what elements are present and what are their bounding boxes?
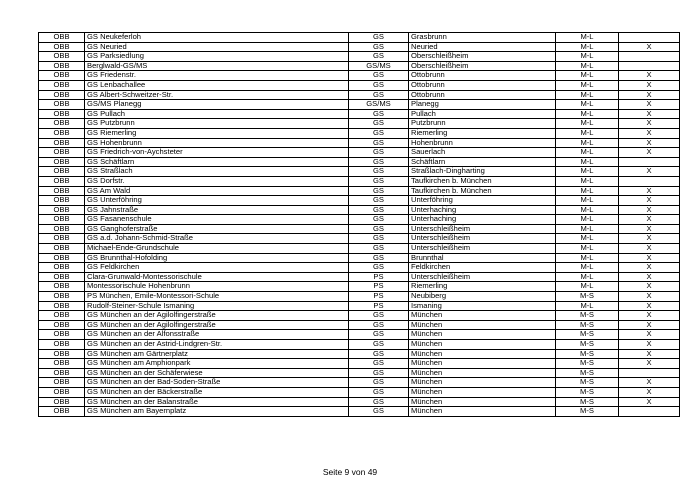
- table-row: [39, 378, 680, 388]
- mark-cell: X: [619, 148, 680, 158]
- school-name-cell: GS München am Gärtnerplatz: [85, 349, 349, 359]
- category-cell: M-S: [556, 292, 619, 302]
- table-row: [39, 224, 680, 234]
- municipality-cell: Neubiberg: [409, 292, 556, 302]
- school-name-cell: GS Albert-Schweitzer-Str.: [85, 90, 349, 100]
- table-row: [39, 311, 680, 321]
- mark-cell: X: [619, 397, 680, 407]
- municipality-cell: Unterschleißheim: [409, 272, 556, 282]
- school-type-cell: PS: [349, 301, 409, 311]
- mark-cell: X: [619, 80, 680, 90]
- region-cell: OBB: [39, 340, 85, 350]
- school-name-cell: GS München an der Schäferwiese: [85, 368, 349, 378]
- mark-cell: X: [619, 224, 680, 234]
- table-row: [39, 320, 680, 330]
- region-cell: OBB: [39, 119, 85, 129]
- region-cell: OBB: [39, 272, 85, 282]
- school-type-cell: GS: [349, 234, 409, 244]
- municipality-cell: Taufkirchen b. München: [409, 176, 556, 186]
- region-cell: OBB: [39, 368, 85, 378]
- school-name-cell: GS Feldkirchen: [85, 263, 349, 273]
- mark-cell: X: [619, 263, 680, 273]
- school-name-cell: GS Lenbachallee: [85, 80, 349, 90]
- mark-cell: [619, 52, 680, 62]
- table-row: [39, 196, 680, 206]
- table-row: [39, 157, 680, 167]
- school-name-cell: GS München an der Alfonsstraße: [85, 330, 349, 340]
- table-row: [39, 128, 680, 138]
- table-row: [39, 292, 680, 302]
- municipality-cell: Riemerling: [409, 282, 556, 292]
- region-cell: OBB: [39, 330, 85, 340]
- region-cell: OBB: [39, 234, 85, 244]
- region-cell: OBB: [39, 378, 85, 388]
- municipality-cell: Ottobrunn: [409, 80, 556, 90]
- category-cell: M-S: [556, 387, 619, 397]
- region-cell: OBB: [39, 167, 85, 177]
- municipality-cell: München: [409, 311, 556, 321]
- mark-cell: X: [619, 387, 680, 397]
- school-type-cell: GS: [349, 196, 409, 206]
- mark-cell: X: [619, 167, 680, 177]
- municipality-cell: München: [409, 397, 556, 407]
- region-cell: OBB: [39, 61, 85, 71]
- table-row: [39, 42, 680, 52]
- mark-cell: [619, 33, 680, 43]
- category-cell: M-S: [556, 368, 619, 378]
- school-type-cell: GS: [349, 340, 409, 350]
- mark-cell: [619, 61, 680, 71]
- municipality-cell: Neuried: [409, 42, 556, 52]
- mark-cell: X: [619, 272, 680, 282]
- municipality-cell: Grasbrunn: [409, 33, 556, 43]
- category-cell: M-S: [556, 349, 619, 359]
- school-type-cell: GS: [349, 320, 409, 330]
- category-cell: M-L: [556, 42, 619, 52]
- school-name-cell: PS München, Emile-Montessori-Schule: [85, 292, 349, 302]
- school-name-cell: GS München an der Bad-Soden-Straße: [85, 378, 349, 388]
- school-name-cell: Rudolf-Steiner-Schule Ismaning: [85, 301, 349, 311]
- category-cell: M-L: [556, 234, 619, 244]
- mark-cell: X: [619, 234, 680, 244]
- municipality-cell: Unterschleißheim: [409, 244, 556, 254]
- school-type-cell: GS: [349, 109, 409, 119]
- region-cell: OBB: [39, 407, 85, 417]
- region-cell: OBB: [39, 349, 85, 359]
- school-name-cell: GS a.d. Johann-Schmid-Straße: [85, 234, 349, 244]
- municipality-cell: München: [409, 349, 556, 359]
- category-cell: M-L: [556, 128, 619, 138]
- school-type-cell: GS: [349, 138, 409, 148]
- region-cell: OBB: [39, 33, 85, 43]
- table-row: [39, 205, 680, 215]
- school-name-cell: GS/MS Planegg: [85, 100, 349, 110]
- table-row: [39, 176, 680, 186]
- table-row: [39, 263, 680, 273]
- mark-cell: X: [619, 311, 680, 321]
- school-type-cell: GS: [349, 378, 409, 388]
- category-cell: M-L: [556, 186, 619, 196]
- category-cell: M-S: [556, 340, 619, 350]
- school-type-cell: GS: [349, 52, 409, 62]
- school-name-cell: GS Schäftlarn: [85, 157, 349, 167]
- municipality-cell: Planegg: [409, 100, 556, 110]
- mark-cell: X: [619, 340, 680, 350]
- category-cell: M-L: [556, 80, 619, 90]
- table-row: [39, 186, 680, 196]
- school-type-cell: GS: [349, 119, 409, 129]
- page-footer: Seite 9 von 49: [322, 467, 378, 477]
- table-row: [39, 244, 680, 254]
- municipality-cell: Unterhaching: [409, 215, 556, 225]
- table-row: [39, 71, 680, 81]
- school-type-cell: GS: [349, 349, 409, 359]
- category-cell: M-L: [556, 176, 619, 186]
- category-cell: M-S: [556, 320, 619, 330]
- school-type-cell: GS/MS: [349, 100, 409, 110]
- table-row: [39, 100, 680, 110]
- school-name-cell: GS München am Bayernplatz: [85, 407, 349, 417]
- category-cell: M-L: [556, 167, 619, 177]
- school-name-cell: Michael-Ende-Grundschule: [85, 244, 349, 254]
- municipality-cell: Unterhaching: [409, 205, 556, 215]
- school-name-cell: GS Friedrich-von-Aychsteter: [85, 148, 349, 158]
- table-row: [39, 301, 680, 311]
- municipality-cell: Oberschleißheim: [409, 61, 556, 71]
- region-cell: OBB: [39, 80, 85, 90]
- school-name-cell: GS München an der Bäckerstraße: [85, 387, 349, 397]
- mark-cell: X: [619, 244, 680, 254]
- region-cell: OBB: [39, 205, 85, 215]
- municipality-cell: Brunnthal: [409, 253, 556, 263]
- school-name-cell: GS Am Wald: [85, 186, 349, 196]
- region-cell: OBB: [39, 109, 85, 119]
- region-cell: OBB: [39, 52, 85, 62]
- category-cell: M-L: [556, 301, 619, 311]
- school-type-cell: GS: [349, 205, 409, 215]
- mark-cell: X: [619, 109, 680, 119]
- school-type-cell: GS: [349, 359, 409, 369]
- school-name-cell: GS Riemerling: [85, 128, 349, 138]
- category-cell: M-L: [556, 282, 619, 292]
- school-name-cell: GS Fasanenschule: [85, 215, 349, 225]
- table-row: [39, 349, 680, 359]
- municipality-cell: Feldkirchen: [409, 263, 556, 273]
- region-cell: OBB: [39, 311, 85, 321]
- school-name-cell: GS Ganghoferstraße: [85, 224, 349, 234]
- category-cell: M-L: [556, 138, 619, 148]
- table-row: [39, 387, 680, 397]
- school-name-cell: GS Neukeferloh: [85, 33, 349, 43]
- region-cell: OBB: [39, 176, 85, 186]
- category-cell: M-L: [556, 119, 619, 129]
- region-cell: OBB: [39, 100, 85, 110]
- municipality-cell: Ismaning: [409, 301, 556, 311]
- region-cell: OBB: [39, 128, 85, 138]
- category-cell: M-S: [556, 330, 619, 340]
- mark-cell: X: [619, 320, 680, 330]
- municipality-cell: Oberschleißheim: [409, 52, 556, 62]
- municipality-cell: München: [409, 368, 556, 378]
- school-name-cell: GS Straßlach: [85, 167, 349, 177]
- table-row: [39, 234, 680, 244]
- region-cell: OBB: [39, 138, 85, 148]
- school-name-cell: GS Brunnthal-Hofolding: [85, 253, 349, 263]
- category-cell: M-S: [556, 378, 619, 388]
- table-row: [39, 33, 680, 43]
- mark-cell: [619, 157, 680, 167]
- mark-cell: X: [619, 253, 680, 263]
- region-cell: OBB: [39, 42, 85, 52]
- category-cell: M-S: [556, 311, 619, 321]
- school-type-cell: GS: [349, 397, 409, 407]
- mark-cell: X: [619, 359, 680, 369]
- mark-cell: [619, 176, 680, 186]
- mark-cell: X: [619, 215, 680, 225]
- school-name-cell: Clara-Grunwald-Montessorischule: [85, 272, 349, 282]
- municipality-cell: Unterföhring: [409, 196, 556, 206]
- category-cell: M-L: [556, 263, 619, 273]
- category-cell: M-L: [556, 244, 619, 254]
- mark-cell: X: [619, 90, 680, 100]
- school-table: [38, 32, 680, 417]
- mark-cell: X: [619, 138, 680, 148]
- municipality-cell: München: [409, 378, 556, 388]
- school-type-cell: GS: [349, 176, 409, 186]
- region-cell: OBB: [39, 301, 85, 311]
- table-row: [39, 109, 680, 119]
- region-cell: OBB: [39, 292, 85, 302]
- category-cell: M-L: [556, 90, 619, 100]
- region-cell: OBB: [39, 224, 85, 234]
- mark-cell: X: [619, 205, 680, 215]
- school-name-cell: GS Jahnstraße: [85, 205, 349, 215]
- category-cell: M-L: [556, 52, 619, 62]
- region-cell: OBB: [39, 320, 85, 330]
- municipality-cell: Taufkirchen b. München: [409, 186, 556, 196]
- mark-cell: [619, 368, 680, 378]
- mark-cell: X: [619, 282, 680, 292]
- region-cell: OBB: [39, 359, 85, 369]
- region-cell: OBB: [39, 90, 85, 100]
- category-cell: M-L: [556, 272, 619, 282]
- municipality-cell: Schäftlarn: [409, 157, 556, 167]
- school-name-cell: GS Unterföhring: [85, 196, 349, 206]
- table-row: [39, 272, 680, 282]
- school-name-cell: GS Friedenstr.: [85, 71, 349, 81]
- municipality-cell: Unterschleißheim: [409, 224, 556, 234]
- category-cell: M-S: [556, 397, 619, 407]
- school-type-cell: PS: [349, 292, 409, 302]
- school-type-cell: GS: [349, 71, 409, 81]
- school-type-cell: GS: [349, 253, 409, 263]
- region-cell: OBB: [39, 244, 85, 254]
- category-cell: M-L: [556, 215, 619, 225]
- mark-cell: X: [619, 330, 680, 340]
- school-type-cell: GS: [349, 330, 409, 340]
- school-type-cell: GS: [349, 263, 409, 273]
- category-cell: M-L: [556, 157, 619, 167]
- region-cell: OBB: [39, 387, 85, 397]
- municipality-cell: München: [409, 387, 556, 397]
- school-type-cell: GS/MS: [349, 61, 409, 71]
- category-cell: M-S: [556, 407, 619, 417]
- region-cell: OBB: [39, 263, 85, 273]
- municipality-cell: München: [409, 320, 556, 330]
- school-type-cell: GS: [349, 244, 409, 254]
- mark-cell: X: [619, 42, 680, 52]
- category-cell: M-L: [556, 148, 619, 158]
- table-row: [39, 215, 680, 225]
- region-cell: OBB: [39, 157, 85, 167]
- mark-cell: X: [619, 186, 680, 196]
- municipality-cell: Sauerlach: [409, 148, 556, 158]
- school-name-cell: GS Hohenbrunn: [85, 138, 349, 148]
- school-type-cell: GS: [349, 224, 409, 234]
- school-name-cell: GS Putzbrunn: [85, 119, 349, 129]
- table-row: [39, 148, 680, 158]
- school-name-cell: GS München an der Agilolfingerstraße: [85, 320, 349, 330]
- table-row: [39, 397, 680, 407]
- category-cell: M-L: [556, 205, 619, 215]
- category-cell: M-L: [556, 100, 619, 110]
- school-type-cell: GS: [349, 33, 409, 43]
- municipality-cell: Hohenbrunn: [409, 138, 556, 148]
- school-type-cell: GS: [349, 90, 409, 100]
- region-cell: OBB: [39, 215, 85, 225]
- table-row: [39, 52, 680, 62]
- school-type-cell: GS: [349, 387, 409, 397]
- school-name-cell: Montessorischule Hohenbrunn: [85, 282, 349, 292]
- municipality-cell: München: [409, 407, 556, 417]
- school-type-cell: GS: [349, 128, 409, 138]
- school-type-cell: GS: [349, 186, 409, 196]
- table-row: [39, 359, 680, 369]
- table-row: [39, 138, 680, 148]
- municipality-cell: Riemerling: [409, 128, 556, 138]
- table-row: [39, 368, 680, 378]
- mark-cell: X: [619, 292, 680, 302]
- category-cell: M-L: [556, 109, 619, 119]
- region-cell: OBB: [39, 71, 85, 81]
- school-name-cell: GS München an der Agilolfingerstraße: [85, 311, 349, 321]
- table-row: [39, 407, 680, 417]
- category-cell: M-S: [556, 359, 619, 369]
- mark-cell: X: [619, 119, 680, 129]
- school-type-cell: GS: [349, 311, 409, 321]
- category-cell: M-L: [556, 71, 619, 81]
- school-type-cell: GS: [349, 368, 409, 378]
- region-cell: OBB: [39, 282, 85, 292]
- school-name-cell: Berglwald-GS/MS: [85, 61, 349, 71]
- municipality-cell: Unterschleißheim: [409, 234, 556, 244]
- school-type-cell: PS: [349, 282, 409, 292]
- school-type-cell: GS: [349, 407, 409, 417]
- school-type-cell: GS: [349, 157, 409, 167]
- table-row: [39, 90, 680, 100]
- school-type-cell: GS: [349, 215, 409, 225]
- school-type-cell: GS: [349, 167, 409, 177]
- region-cell: OBB: [39, 397, 85, 407]
- category-cell: M-L: [556, 33, 619, 43]
- mark-cell: X: [619, 378, 680, 388]
- municipality-cell: München: [409, 330, 556, 340]
- region-cell: OBB: [39, 148, 85, 158]
- category-cell: M-L: [556, 253, 619, 263]
- table-row: [39, 253, 680, 263]
- school-name-cell: GS Pullach: [85, 109, 349, 119]
- region-cell: OBB: [39, 186, 85, 196]
- mark-cell: X: [619, 349, 680, 359]
- category-cell: M-L: [556, 196, 619, 206]
- mark-cell: X: [619, 100, 680, 110]
- school-name-cell: GS Parksiedlung: [85, 52, 349, 62]
- municipality-cell: Straßlach-Dingharting: [409, 167, 556, 177]
- school-name-cell: GS München an der Astrid-Lindgren-Str.: [85, 340, 349, 350]
- table-row: [39, 80, 680, 90]
- region-cell: OBB: [39, 253, 85, 263]
- municipality-cell: München: [409, 340, 556, 350]
- table-row: [39, 119, 680, 129]
- table-row: [39, 340, 680, 350]
- table-row: [39, 167, 680, 177]
- school-name-cell: GS München an der Balanstraße: [85, 397, 349, 407]
- table-row: [39, 282, 680, 292]
- category-cell: M-L: [556, 224, 619, 234]
- school-table-body: [39, 33, 680, 417]
- municipality-cell: München: [409, 359, 556, 369]
- school-type-cell: PS: [349, 272, 409, 282]
- table-row: [39, 330, 680, 340]
- school-name-cell: GS Dorfstr.: [85, 176, 349, 186]
- municipality-cell: Putzbrunn: [409, 119, 556, 129]
- school-name-cell: GS München am Amphionpark: [85, 359, 349, 369]
- municipality-cell: Pullach: [409, 109, 556, 119]
- category-cell: M-L: [556, 61, 619, 71]
- school-name-cell: GS Neuried: [85, 42, 349, 52]
- mark-cell: [619, 407, 680, 417]
- municipality-cell: Ottobrunn: [409, 71, 556, 81]
- mark-cell: X: [619, 71, 680, 81]
- mark-cell: X: [619, 196, 680, 206]
- mark-cell: X: [619, 128, 680, 138]
- school-type-cell: GS: [349, 42, 409, 52]
- school-type-cell: GS: [349, 80, 409, 90]
- region-cell: OBB: [39, 196, 85, 206]
- table-row: [39, 61, 680, 71]
- mark-cell: X: [619, 301, 680, 311]
- municipality-cell: Ottobrunn: [409, 90, 556, 100]
- school-type-cell: GS: [349, 148, 409, 158]
